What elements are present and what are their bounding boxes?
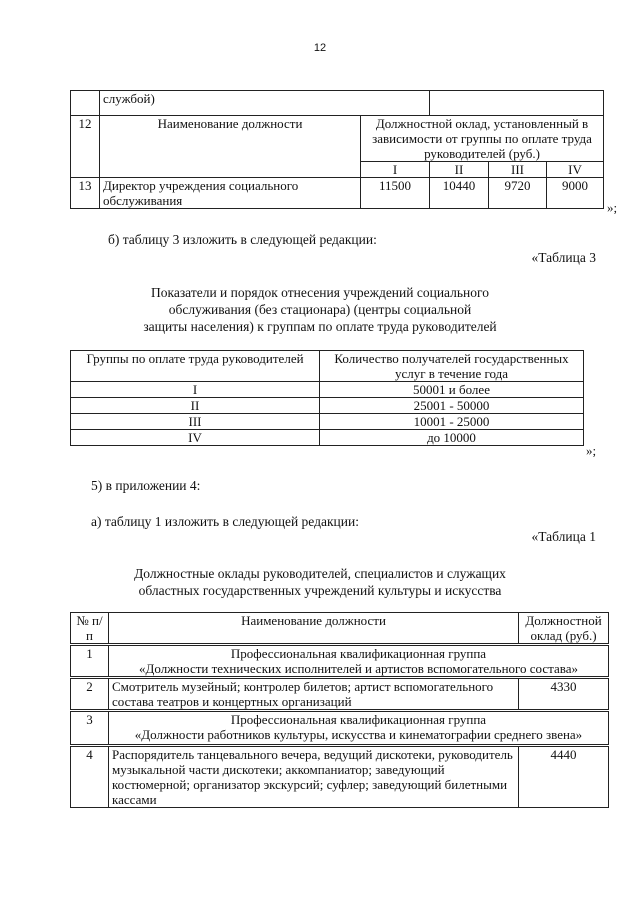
table1-row-num: 2 [71, 678, 109, 711]
table1-group-heading [109, 645, 609, 678]
closing-quote: »; [607, 200, 618, 215]
table3-group: II [71, 398, 320, 414]
table3-title-line: Показатели и порядок отнесения учреждений социального [151, 285, 489, 300]
table1-row-num: 4 [71, 746, 109, 808]
salary-value: 9720 [489, 178, 547, 209]
paragraph-5: 5) в приложении 4: [91, 478, 201, 493]
table1-row-num: 3 [71, 711, 109, 746]
table1-salary: 4330 [519, 678, 609, 711]
page-number: 12 [313, 42, 327, 54]
table3-title-line: обслуживания (без стационара) (центры социальной [168, 302, 472, 317]
table3-group: III [71, 414, 320, 430]
table3-label: «Таблица 3 [531, 250, 596, 265]
salary-value: 10440 [430, 178, 489, 209]
group-heading-line2: «Должности работников культуры, искусства и кинематографии среднего звена» [134, 727, 583, 742]
table1-title-line: Должностные оклады руководителей, специалистов и служащих [134, 566, 506, 581]
group-header: III [489, 162, 547, 178]
closing-quote: »; [586, 443, 597, 458]
table1-label: «Таблица 1 [531, 529, 596, 544]
table1-position-name: Смотритель музейный; контролер билетов; артист вспомогательного состава театров и концертных организаций [109, 678, 519, 711]
table1-row-num: 1 [71, 645, 109, 678]
continued-cell: службой) [100, 91, 430, 116]
paragraph-b: б) таблицу 3 изложить в следующей редакции: [108, 232, 377, 247]
table-group-salaries [70, 90, 604, 209]
group-heading-line2: «Должности технических исполнителей и артистов вспомогательного состава» [139, 661, 578, 676]
table1-salary: 4440 [519, 746, 609, 808]
paragraph-a: а) таблицу 1 изложить в следующей редакции: [91, 514, 359, 529]
table1 [70, 612, 609, 808]
table3-group: IV [71, 430, 320, 446]
table3-header-count: Количество получателей государственных услуг в течение года [320, 351, 584, 382]
table1-group-heading [109, 711, 609, 746]
table1-header-name: Наименование должности [109, 613, 519, 645]
table1-position-name: Распорядитель танцевального вечера, ведущий дискотеки, руководитель музыкальной части дискотеки; аккомпаниатор; заведующий костюмерной; организатор экскурсий; суфлер; заведующий билетными кассами [109, 746, 519, 808]
table3-count: до 10000 [320, 430, 584, 446]
group-header: II [430, 162, 489, 178]
table3-title-line: защиты населения) к группам по оплате труда руководителей [143, 319, 497, 334]
table3-count: 10001 - 25000 [320, 414, 584, 430]
table3-count: 50001 и более [320, 382, 584, 398]
group-heading-line1: Профессиональная квалификационная группа [230, 646, 487, 661]
table3-group: I [71, 382, 320, 398]
name-header: Наименование должности [100, 116, 361, 178]
table1-header-salary: Должностной оклад (руб.) [519, 613, 609, 645]
salary-header: Должностной оклад, установленный в зависимости от группы по оплате труда руководителей (руб.) [361, 116, 604, 162]
salary-value: 11500 [361, 178, 430, 209]
row-num: 13 [71, 178, 100, 209]
position-name: Директор учреждения социального обслуживания [100, 178, 361, 209]
table1-header-num: № п/п [71, 613, 109, 645]
salary-value: 9000 [547, 178, 604, 209]
table3-count: 25001 - 50000 [320, 398, 584, 414]
table1-title-line: областных государственных учреждений культуры и искусства [138, 583, 502, 598]
group-header: I [361, 162, 430, 178]
group-heading-line1: Профессиональная квалификационная группа [230, 712, 487, 727]
group-header: IV [547, 162, 604, 178]
table3-header-groups: Группы по оплате труда руководителей [71, 351, 320, 382]
row-num: 12 [71, 116, 100, 178]
table3 [70, 350, 584, 446]
